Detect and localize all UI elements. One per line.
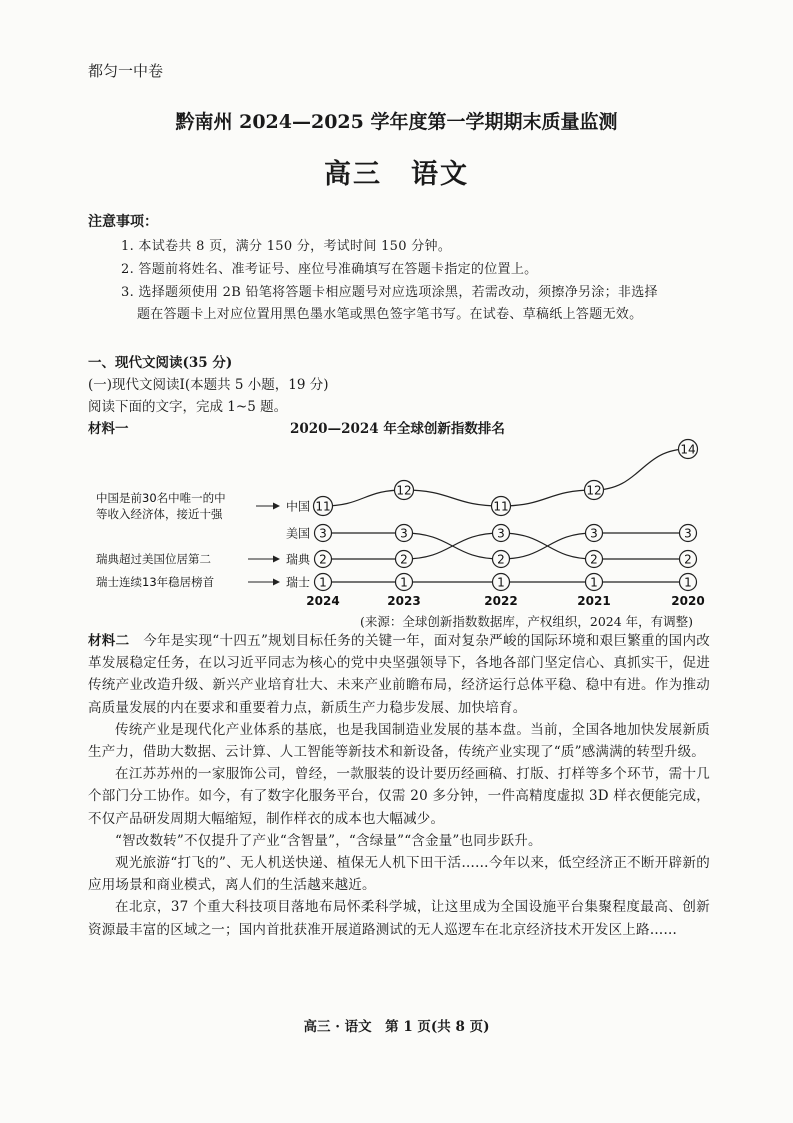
subsection-heading: (一)现代文阅读Ⅰ(本题共 5 小题，19 分) xyxy=(88,377,329,393)
rank-value: 1 xyxy=(590,575,598,590)
rank-value: 11 xyxy=(493,499,509,514)
arrow-head-icon xyxy=(273,579,280,586)
paragraph: “智改数转”不仅提升了产业“含智量”，“含绿量”“含金量”也同步跃升。 xyxy=(115,832,542,849)
page-footer: 高三 · 语文 第 1 页(共 8 页) xyxy=(303,1019,490,1035)
rank-value: 3 xyxy=(400,526,408,541)
chart-title: 2020—2024 年全球创新指数排名 xyxy=(290,421,505,437)
paragraph: 观光旅游“打飞的”、无人机送快递、植保无人机下田干活……今年以来，低空经济正不断开辟新的应用场景和商业模式，离人们的生活越来越近。 xyxy=(88,855,710,894)
notice-item: 3. 选择题须使用 2B 铅笔将答题卡相应题号对应选项涂黑，若需改动，须擦净另涂；非选择 xyxy=(121,285,658,300)
annotation-text: 瑞典超过美国位居第二 xyxy=(96,552,211,566)
arrow-head-icon xyxy=(273,503,280,510)
section-heading: 一、现代文阅读(35 分) xyxy=(88,355,233,371)
rank-value: 2 xyxy=(497,552,505,567)
rank-value: 3 xyxy=(684,526,692,541)
notice-item: 1. 本试卷共 8 页，满分 150 分，考试时间 150 分钟。 xyxy=(121,239,452,254)
annotation-text: 等收入经济体，接近十强 xyxy=(96,507,223,521)
subject-title: 高三 语文 xyxy=(324,159,469,190)
material2-label: 材料二 xyxy=(88,633,130,649)
rank-value: 1 xyxy=(319,575,327,590)
series-label: 中国 xyxy=(285,499,310,514)
paragraph: 在江苏苏州的一家服饰公司，曾经，一款服装的设计要历经画稿、打版、打样等多个环节，需十几个部门分工协作。如今，有了数字化服务平台，仅需 20 多分钟，一件高精度虚拟 3D 样衣便能完成，不仅产品研发周期大幅缩短，制作样衣的成本也大幅减少。 xyxy=(88,766,710,827)
rank-value: 1 xyxy=(497,575,505,590)
exam-title: 黔南州 2024—2025 学年度第一学期期末质量监测 xyxy=(175,111,618,133)
notice-item: 2. 答题前将姓名、准考证号、座位号准确填写在答题卡指定的位置上。 xyxy=(121,262,538,277)
rank-value: 14 xyxy=(680,442,696,457)
paragraph: 传统产业是现代化产业体系的基底，也是我国制造业发展的基本盘。当前，全国各地加快发展新质生产力，借助大数据、云计算、人工智能等新技术和新设备，传统产业实现了“质”感满满的转型升级。 xyxy=(88,721,710,761)
rank-value: 1 xyxy=(400,575,408,590)
x-tick-label: 2023 xyxy=(387,594,421,608)
chart-rank-markers xyxy=(314,440,698,591)
x-tick-label: 2022 xyxy=(484,594,518,608)
notice-heading: 注意事项： xyxy=(88,214,158,230)
series-label: 瑞典 xyxy=(285,552,310,567)
ranking-chart xyxy=(0,430,793,610)
rank-value: 1 xyxy=(684,575,692,590)
paragraph: 在北京，37 个重大科技项目落地布局怀柔科学城，让这里成为全国设施平台集聚程度最高、创新资源最丰富的区域之一；国内首批获准开展道路测试的无人巡逻车在北京经济技术开发区上路…… xyxy=(88,899,710,938)
x-tick-label: 2024 xyxy=(306,594,340,608)
paragraph: 今年是实现“十四五”规划目标任务的关键一年，面对复杂严峻的国际环境和艰巨繁重的国内改革发展稳定任务，在以习近平同志为核心的党中央坚强领导下，各地各部门坚定信心、真抓实干，促进传统产业改造升级、新兴产业培育壮大、未来产业前瞻布局，经济运行总体平稳、稳中有进。作为推动高质量发展的内在要求和重要着力点，新质生产力稳步发展、加快培育。 xyxy=(88,633,710,716)
rank-value: 2 xyxy=(684,552,692,567)
annotation-text: 中国是前30名中唯一的中 xyxy=(96,491,226,505)
rank-value: 12 xyxy=(586,483,602,498)
rank-value: 2 xyxy=(590,552,598,567)
x-tick-label: 2020 xyxy=(671,594,705,608)
rank-value: 2 xyxy=(400,552,408,567)
rank-value: 11 xyxy=(315,499,331,514)
arrow-head-icon xyxy=(273,556,280,563)
series-label: 瑞士 xyxy=(285,575,310,590)
chart-annotations xyxy=(96,491,280,589)
material1-label: 材料一 xyxy=(88,421,129,437)
rank-value: 3 xyxy=(590,526,598,541)
annotation-text: 瑞士连续13年稳居榜首 xyxy=(96,575,215,589)
rank-value: 12 xyxy=(396,483,412,498)
notice-item: 题在答题卡上对应位置用黑色墨水笔或黑色签字笔书写。在试卷、草稿纸上答题无效。 xyxy=(137,307,643,322)
school-label: 都匀一中卷 xyxy=(88,62,164,80)
rank-value: 3 xyxy=(319,526,327,541)
material2-body xyxy=(88,630,710,941)
rank-value: 2 xyxy=(319,552,327,567)
x-tick-label: 2021 xyxy=(577,594,611,608)
series-label: 美国 xyxy=(285,526,310,541)
rank-value: 3 xyxy=(497,526,505,541)
instruction-text: 阅读下面的文字，完成 1~5 题。 xyxy=(88,399,288,415)
chart-source: (来源：全球创新指数数据库，产权组织，2024 年，有调整) xyxy=(360,614,694,629)
